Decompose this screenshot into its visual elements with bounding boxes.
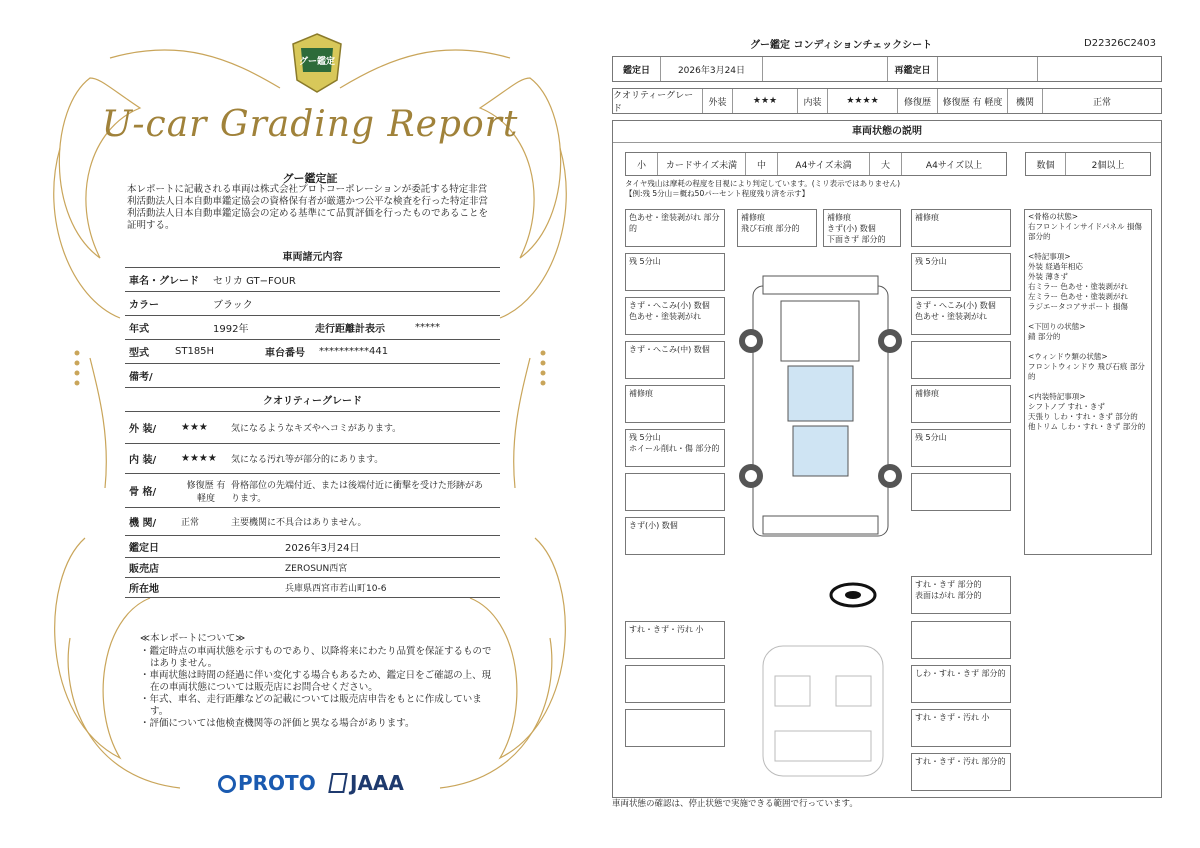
spec-title: 車両諸元内容 <box>125 244 500 268</box>
redate-value <box>938 57 1038 81</box>
exterior-label: 外 装/ <box>129 424 157 435</box>
chassis-label: 車台番号 <box>265 348 305 359</box>
interior-box <box>911 621 1011 659</box>
spec-table <box>125 244 500 598</box>
damage-box: きず・へこみ(中) 数個 <box>625 341 725 379</box>
chassis-value: **********441 <box>319 346 389 357</box>
address-row <box>125 578 500 598</box>
jaaa-logo <box>330 771 404 795</box>
mileage-label: 走行距離計表示 <box>315 324 385 335</box>
damage-box: 残 5分山 <box>625 253 725 291</box>
engine-label: 機 関/ <box>129 518 157 529</box>
steering-wheel-icon <box>828 581 878 609</box>
date-value: 2026年3月24日 <box>285 543 360 554</box>
damage-box: きず(小) 数個 <box>625 517 725 555</box>
interior-box: すれ・きず・汚れ 小 <box>911 709 1011 747</box>
tire-note-line2: 【例:残 5分山＝概ね50パーセント程度残り済を示す】 <box>625 189 810 198</box>
proto-logo <box>218 771 316 795</box>
note-item: ・年式、車名、走行距離などの記載については販売店申告をもとに作成しています。 <box>140 694 482 717</box>
damage-box: 補修痕 飛び石痕 部分的 <box>737 209 817 247</box>
color-label: カラー <box>129 300 159 311</box>
grade-row-interior <box>125 444 500 474</box>
tire-note-line1: タイヤ残山は摩耗の程度を目視により判定しています。(ミリ表示ではありません) <box>625 179 901 188</box>
size-large: 大 <box>870 153 902 175</box>
dealer-value: ZEROSUN西宮 <box>285 564 348 574</box>
state-panel <box>612 120 1162 798</box>
size-small: 小 <box>626 153 658 175</box>
redate-label: 再鑑定日 <box>888 57 938 81</box>
size-small-desc: カードサイズ未満 <box>658 153 746 175</box>
notes-title: ≪本レポートについて≫ <box>140 633 246 644</box>
certificate-title: グー鑑定証 <box>282 172 338 185</box>
report-notes <box>140 633 500 730</box>
damage-box <box>625 473 725 511</box>
note-item: ・車両状態は時間の経過に伴い変化する場合もあるため、鑑定日をご確認の上、現在の車両状態については販売店にお問合せください。 <box>140 670 492 693</box>
condition-check-sheet <box>610 32 1166 809</box>
interior-box: しわ・すれ・きず 部分的 <box>911 665 1011 703</box>
grading-certificate <box>30 18 590 833</box>
address-value: 兵庫県西宮市若山町10-6 <box>285 584 387 594</box>
certificate-body: 本レポートに記載される車両は株式会社プロトコーポレーションが委託する特定非営利活動法人日本自動車鑑定協会の資格保有者が厳選かつ公平な検査を行った特定非営利活動法人日本自動車鑑定協会の定める基準にて品質評価を行ったものであることを証明する。 <box>127 184 489 231</box>
proto-logo-text: PROTO <box>238 771 316 795</box>
interior-value: ★★★★ <box>828 89 898 113</box>
date-empty <box>763 57 888 81</box>
note-item: ・評価については他検査機関等の評価と異なる場合があります。 <box>140 718 415 729</box>
frame-label: 骨 格/ <box>129 487 157 498</box>
damage-box: 残 5分山 <box>911 429 1011 467</box>
repair-value: 修復歴 有 軽度 <box>938 89 1008 113</box>
state-title: 車両状態の説明 <box>613 121 1161 143</box>
size-legend <box>625 152 1007 176</box>
dealer-label: 販売店 <box>129 564 159 575</box>
condition-notes: <骨格の状態> 右フロントインサイドパネル 損傷 部分的 <特記事項> 外装 経過年相応 外装 薄きず 右ミラー 色あせ・塗装剥がれ 左ミラー 色あせ・塗装剥がれ ラジエータコアサポート 損傷 <下回りの状態> 錆 部分的 <ウィンドウ類の状態> フロントウィンドウ 飛び石痕 部分的 <内装特記事項> シフトノブ すれ・きず 天張り しわ・すれ・きず 部分的 他トリム しわ・すれ・きず 部分的 <box>1024 209 1152 555</box>
dealer-row <box>125 558 500 578</box>
frame-value: 修復歴 有 軽度 <box>186 480 226 504</box>
date-row <box>612 56 1162 82</box>
grade-row-frame <box>125 474 500 508</box>
damage-box: 残 5分山 ホイール削れ・傷 部分的 <box>625 429 725 467</box>
mileage-value: ***** <box>415 322 440 333</box>
goo-appraisal-badge <box>289 32 345 94</box>
year-label: 年式 <box>129 324 149 335</box>
badge-label: グー鑑定 <box>298 57 335 67</box>
count-label: 数個 <box>1026 153 1066 175</box>
size-large-desc: A4サイズ以上 <box>925 160 983 171</box>
document-id: D22326C2403 <box>1084 38 1156 49</box>
frame-desc: 骨格部位の先端付近、または後端付近に衝撃を受けた形跡があります。 <box>231 480 484 504</box>
count-legend <box>1025 152 1151 176</box>
tire-note <box>625 179 900 199</box>
date-extra <box>1038 57 1161 81</box>
size-mid-desc: A4サイズ未満 <box>778 153 870 175</box>
exterior-stars: ★★★ <box>181 422 208 433</box>
interior-box: すれ・きず・汚れ 小 <box>625 621 725 659</box>
address-label: 所在地 <box>129 584 159 595</box>
interior-desc: 気になる汚れ等が部分的にあります。 <box>231 455 384 465</box>
interior-stars: ★★★★ <box>181 453 217 464</box>
exterior-desc: 気になるようなキズやヘコミがあります。 <box>231 424 402 434</box>
engine-value: 正常 <box>1092 97 1111 108</box>
engine-label: 機関 <box>1008 89 1043 113</box>
sheet-title: グー鑑定 コンディションチェックシート <box>750 40 933 51</box>
spec-row-name <box>125 268 500 292</box>
damage-box: 補修痕 <box>911 209 1011 247</box>
model-value: ST185H <box>175 346 215 357</box>
date-label: 鑑定日 <box>613 57 661 81</box>
quality-grade-row <box>612 88 1162 114</box>
size-mid: 中 <box>746 153 778 175</box>
interior-box <box>625 709 725 747</box>
date-label: 鑑定日 <box>129 543 159 554</box>
grade-row-exterior <box>125 412 500 444</box>
interior-box <box>625 665 725 703</box>
damage-box: 色あせ・塗装剥がれ 部分的 <box>625 209 725 247</box>
spec-row-color <box>125 292 500 316</box>
exterior-label: 外装 <box>703 89 733 113</box>
interior-box: すれ・きず・汚れ 部分的 <box>911 753 1011 791</box>
interior-box: すれ・きず 部分的 表面はがれ 部分的 <box>911 576 1011 614</box>
damage-box: 補修痕 <box>911 385 1011 423</box>
exterior-value: ★★★ <box>733 89 798 113</box>
model-label: 型式 <box>129 348 149 359</box>
repair-label: 修復歴 <box>898 89 938 113</box>
damage-box: きず・へこみ(小) 数個 色あせ・塗装剥がれ <box>911 297 1011 335</box>
damage-box: 補修痕 <box>625 385 725 423</box>
quality-title: クオリティーグレード <box>125 388 500 412</box>
notes-list <box>140 646 500 730</box>
color-value: ブラック <box>213 300 253 311</box>
name-label: 車名・グレード <box>129 276 199 287</box>
qg-label: クオリティーグレード <box>613 89 703 113</box>
interior-label: 内 装/ <box>129 455 157 466</box>
note-item: ・鑑定時点の車両状態を示すものであり、以降将来にわたり品質を保証するものではありません。 <box>140 646 492 669</box>
engine-desc: 主要機関に不具合はありません。 <box>231 518 367 528</box>
report-script-title: U-car Grading Report <box>101 104 519 145</box>
engine-value: 正常 <box>181 518 200 528</box>
count-desc: 2個以上 <box>1091 160 1125 171</box>
interior-label: 内装 <box>798 89 828 113</box>
damage-box: きず・へこみ(小) 数個 色あせ・塗装剥がれ <box>625 297 725 335</box>
appraisal-date-row <box>125 536 500 558</box>
sheet-footer: 車両状態の確認は、停止状態で実施できる範囲で行っています。 <box>612 799 858 809</box>
remarks-label: 備考/ <box>129 372 153 383</box>
year-value: 1992年 <box>213 324 249 335</box>
spec-row-model <box>125 340 500 364</box>
proto-mark-icon <box>218 775 236 793</box>
date-value: 2026年3月24日 <box>661 57 763 81</box>
name-value: セリカ GT−FOUR <box>213 276 296 287</box>
jaaa-mark-icon <box>328 773 348 793</box>
grade-row-engine <box>125 508 500 536</box>
damage-box: 補修痕 きず(小) 数個 下面きず 部分的 <box>823 209 901 247</box>
damage-box <box>911 341 1011 379</box>
car-interior-diagram <box>753 641 893 781</box>
spec-row-year <box>125 316 500 340</box>
car-exterior-diagram <box>733 271 908 551</box>
damage-box <box>911 473 1011 511</box>
spec-row-remarks <box>125 364 500 388</box>
damage-box: 残 5分山 <box>911 253 1011 291</box>
jaaa-logo-text: JAAA <box>350 771 404 795</box>
